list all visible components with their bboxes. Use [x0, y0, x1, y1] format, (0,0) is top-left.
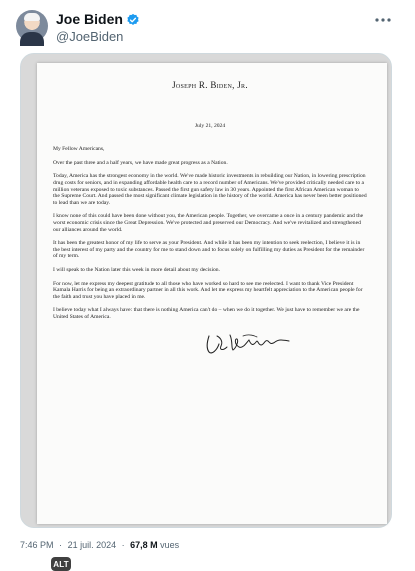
letter-paragraph: I believe today what I always have: that there is nothing America can't do – when we do it together. We just have to remember we are the United States of America. — [53, 307, 360, 320]
more-options-button[interactable] — [371, 10, 395, 30]
author-block — [56, 11, 140, 45]
alt-text-badge[interactable]: ALT — [51, 557, 71, 571]
views-label: vues — [160, 540, 180, 550]
letter-body — [53, 75, 367, 359]
letter-paragraph: Over the past three and a half years, we have made great progress as a Nation. — [53, 159, 228, 166]
letter-paragraph: For now, let me express my deepest gratitude to all those who have worked so hard to see me reelected. I want to thank Vice President Kamala Harris for being an extraordinary partner in all this work. And let me express my heartfelt appreciation to the American people for the faith and trust you have placed in me. — [53, 280, 363, 300]
tweet-time[interactable]: 7:46 PM — [20, 540, 54, 550]
letter-paper — [37, 63, 387, 524]
tweet-meta — [20, 540, 179, 550]
author-name-row — [56, 11, 140, 28]
avatar[interactable] — [16, 10, 48, 42]
letter-salutation: My Fellow Americans, — [53, 146, 105, 153]
avatar-hair — [24, 13, 40, 21]
letter-paragraph: It has been the greatest honor of my life to serve as your President. And while it has been my intention to seek reelection, I believe it is in the best interest of my party and the country for me to stand down and to focus solely on fulfilling my duties as President for the remainder of my term. — [53, 240, 365, 260]
author-display-name[interactable]: Joe Biden — [56, 11, 123, 27]
letter-paragraph: Today, America has the strongest economy in the world. We've made historic investments in rebuilding our Nation, in lowering prescription drug costs for seniors, and in expanding affordable health care to a record number of Americans. We've provided critically needed care to a million veterans exposed to toxic substances. Passed the first gun safety law in 30 years. Appointed the first African American woman to the Supreme Court. And passed the most significant climate legislation in the history of the world. America has never been better positioned to lead than we are today. — [53, 173, 367, 206]
letter-date: July 21, 2024 — [194, 122, 226, 129]
letter-paragraph: I know none of this could have been done without you, the American people. Together, we overcame a once in a century pandemic and the worst economic crisis since the Great Depression. We've protected and preserved our Democracy. And we've revitalized and strengthened our alliances around the world. — [53, 213, 364, 233]
author-handle[interactable]: @JoeBiden — [56, 29, 124, 44]
handwritten-signature — [203, 330, 307, 356]
letter-paragraph: I will speak to the Nation later this week in more detail about my decision. — [53, 266, 220, 273]
tweet-date[interactable]: 21 juil. 2024 — [67, 540, 117, 550]
avatar-suit — [20, 32, 44, 46]
meta-separator: · — [59, 540, 63, 550]
meta-separator: · — [121, 540, 125, 550]
verified-badge-icon — [126, 13, 140, 27]
more-horizontal-icon — [374, 17, 392, 23]
letterhead — [53, 82, 367, 89]
letterhead-text: Joseph R. Biden, Jr. — [172, 80, 248, 90]
views-count[interactable]: 67,8 M — [130, 540, 158, 550]
tweet-header — [0, 0, 415, 52]
